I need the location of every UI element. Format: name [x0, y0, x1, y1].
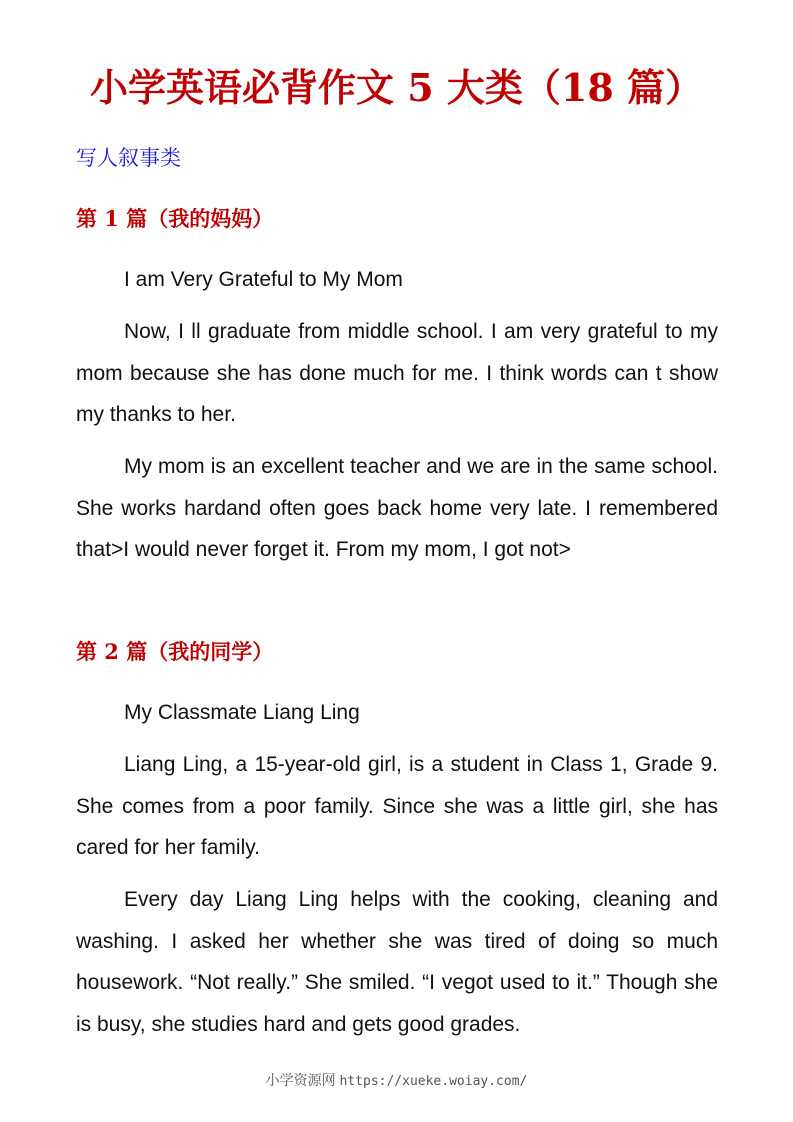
essay-1-heading: 第 1 篇（我的妈妈） [76, 206, 274, 231]
document-title: 小学英语必背作文 5 大类（18 篇） [89, 65, 703, 110]
essay-2-heading: 第 2 篇（我的同学） [76, 639, 274, 664]
section-heading: 写人叙事类 [76, 146, 181, 170]
essay-2-paragraph-2: Every day Liang Ling helps with the cooking, cleaning and washing. I asked her whether she was tired of doing so much housework. “Not really.” She smiled. “I vegot used to it.” Though she is busy, she studies hard and gets good grades. [76, 888, 718, 1036]
essay-1-title: I am Very Grateful to My Mom [124, 268, 403, 291]
footer-site-name: 小学资源网 [265, 1072, 336, 1088]
essay-1-paragraph-1: Now, I ll graduate from middle school. I am very grateful to my mom because she has done much for me. I think words can t show my thanks to her. [76, 320, 718, 426]
footer-url-link[interactable]: https://xueke.woiay.com/ [339, 1074, 528, 1089]
essay-1-paragraph-2: My mom is an excellent teacher and we are in the same school. She works hardand often goes back home very late. I remembered that>I would never forget it. From my mom, I got not> [76, 455, 718, 561]
essay-2-paragraph-1: Liang Ling, a 15-year-old girl, is a student in Class 1, Grade 9. She comes from a poor family. Since she was a little girl, she has cared for her family. [76, 753, 718, 859]
essay-2-title: My Classmate Liang Ling [124, 701, 360, 724]
page-footer [0, 1070, 793, 1092]
